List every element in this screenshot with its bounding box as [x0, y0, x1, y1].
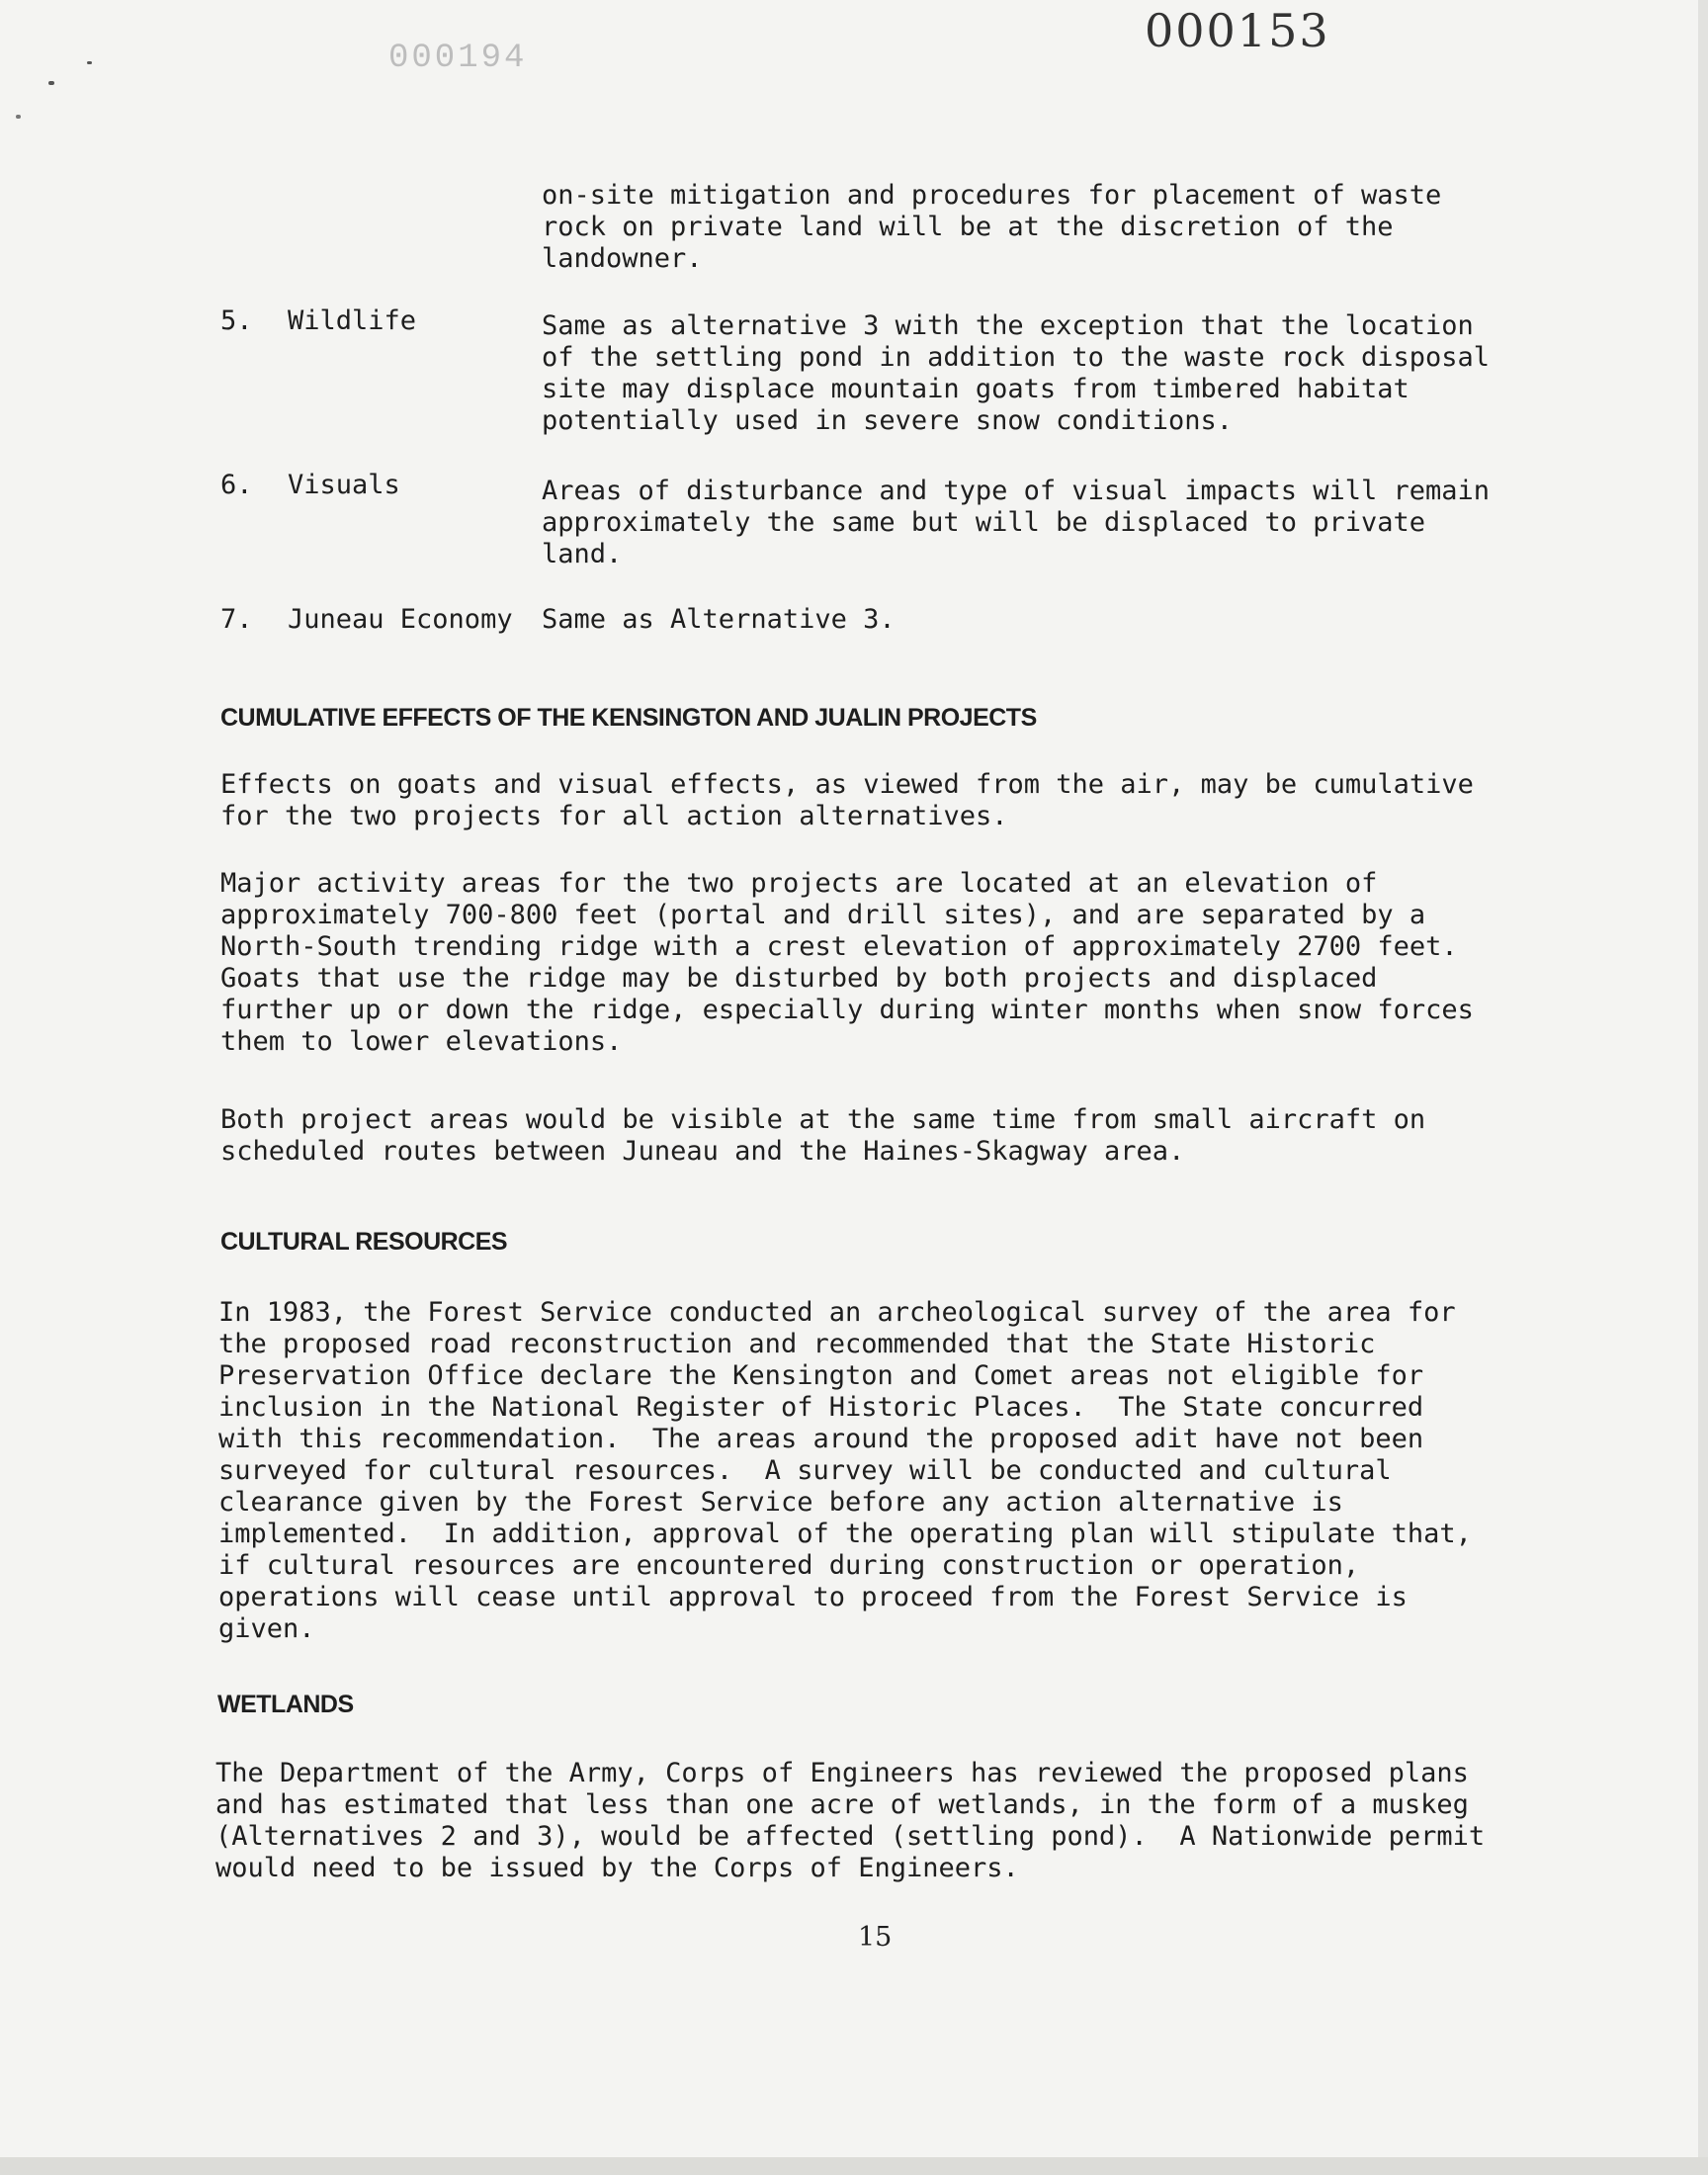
stamped-number: 000194 — [388, 40, 528, 77]
scan-speck — [16, 115, 21, 119]
paragraph: Major activity areas for the two projects are located at an elevation of approximately 700-800 feet (portal and drill sites), and are separated by a North-South trending ridge with a crest elevation of approximately 2700 feet. Goats that use the ridge may be disturbed by both projects and displaced further up or down the ridge, especially during winter months when snow forces them to lower elevations. — [220, 868, 1474, 1057]
item-label: Juneau Economy — [288, 604, 513, 635]
page-edge — [1698, 0, 1708, 2175]
section-heading-cumulative-effects: CUMULATIVE EFFECTS OF THE KENSINGTON AND JUALIN PROJECTS — [220, 704, 1037, 732]
paragraph: Effects on goats and visual effects, as viewed from the air, may be cumulative for the two projects for all action alternatives. — [220, 769, 1474, 831]
item-description: Same as alternative 3 with the exception that the location of the settling pond in addition to the waste rock disposal site may displace mountain goats from timbered habitat potentially used in severe snow conditions. — [542, 310, 1491, 436]
page-number: 15 — [858, 1922, 893, 1953]
scan-speck — [48, 81, 54, 85]
item-label: Wildlife — [288, 305, 417, 336]
section-heading-wetlands: WETLANDS — [217, 1691, 354, 1718]
paragraph: Both project areas would be visible at the same time from small aircraft on scheduled routes between Juneau and the Haines-Skagway area. — [220, 1104, 1426, 1167]
item-description: Same as Alternative 3. — [542, 604, 896, 635]
paragraph: In 1983, the Forest Service conducted an archeological survey of the area for the proposed road reconstruction and recommended that the State Historic Preservation Office declare the Kensington and Comet areas not eligible for inclusion in the National Register of Historic Places. The State concurred with this recommendation. The areas around the proposed adit have not been surveyed for cultural resources. A survey will be conducted and cultural clearance given by the Forest Service before any action alternative is implemented. In addition, approval of the operating plan will stipulate that, if cultural resources are encountered during construction or operation, operations will cease until approval to proceed from the Forest Service is given. — [218, 1297, 1472, 1644]
handwritten-page-id: 000153 — [1145, 4, 1330, 57]
item-number: 6. — [220, 470, 253, 500]
item-number: 5. — [220, 305, 253, 336]
scan-speck — [87, 61, 92, 64]
scan-bottom-edge — [0, 2157, 1708, 2175]
section-heading-cultural-resources: CULTURAL RESOURCES — [220, 1228, 508, 1256]
continuation-paragraph: on-site mitigation and procedures for placement of waste rock on private land will be at the discretion of the landowner. — [542, 180, 1442, 274]
item-label: Visuals — [288, 470, 400, 500]
item-number: 7. — [220, 604, 253, 635]
paragraph: The Department of the Army, Corps of Engineers has reviewed the proposed plans and has estimated that less than one acre of wetlands, in the form of a muskeg (Alternatives 2 and 3), would be affected (settling pond). A Nationwide permit would need to be issued by the Corps of Engineers. — [215, 1758, 1486, 1883]
item-description: Areas of disturbance and type of visual impacts will remain approximately the same but will be displaced to private land. — [542, 476, 1491, 569]
